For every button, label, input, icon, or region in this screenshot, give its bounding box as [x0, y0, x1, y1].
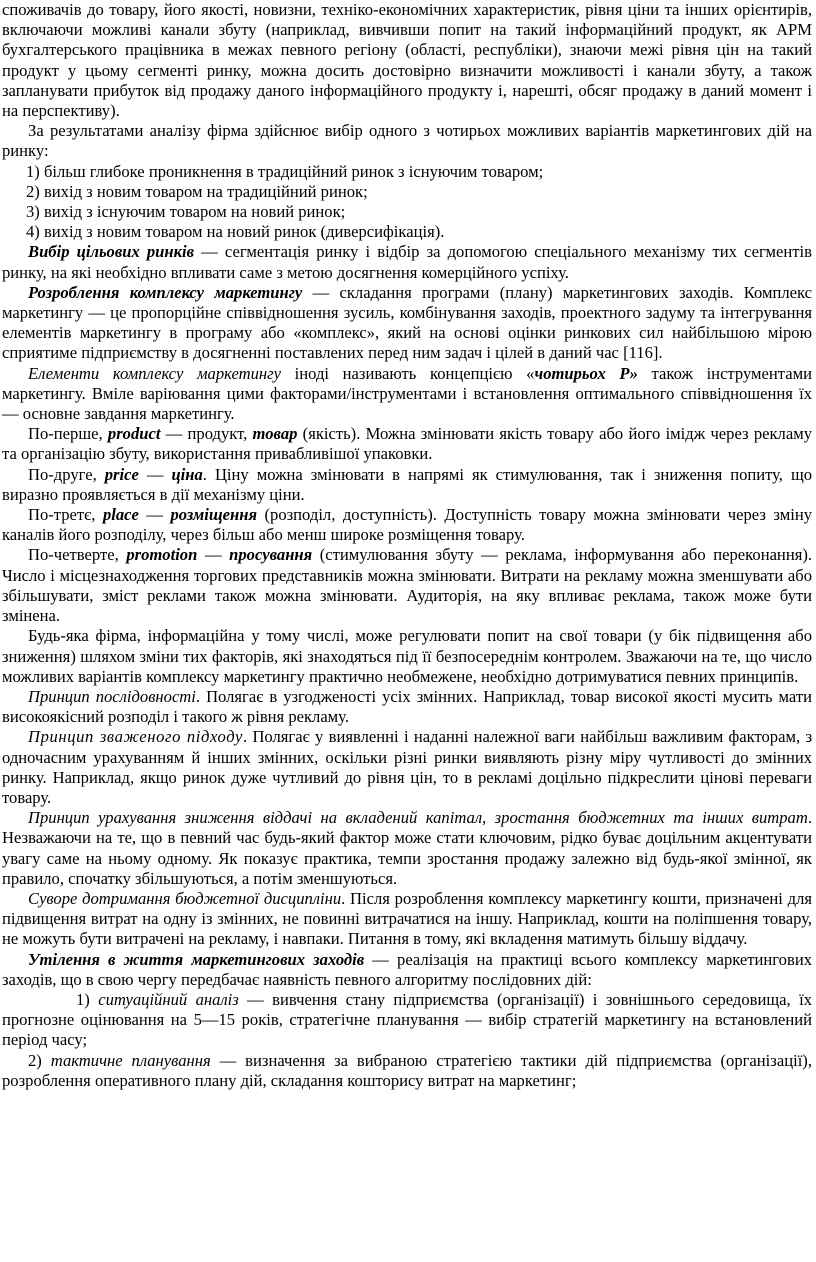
- lead-product: По-перше,: [28, 424, 108, 444]
- text-place: (розподіл, доступність). Доступність товару можна змінювати через зміну каналів його розподілу, через більш або менш широке розміщення товару.: [2, 505, 813, 545]
- text-situational-analysis: — вивчення стану підприємства (організації) і зовнішнього середовища, їх прогнозне оцінювання на 5—15 років, стратегічне планування — вибір стратегій маркетингу на встановлений період часу;: [2, 989, 812, 1050]
- definition-marketing-complex: — складання програми (плану) маркетингових заходів. Комплекс маркетингу — це пропорційне співвідношення зусиль, комбінування заходів, проектного задуму та інтегрування елементів маркетингу в програму або «комплекс», який на основі оцінки ринкових сил найбільшою мірою сприятиме підприємству в досягненні поставлених перед ним задач і цілей в даний час [116].: [2, 282, 812, 363]
- term-price-uk: ціна: [171, 464, 203, 484]
- paragraph-any-firm: Будь-яка фірма, інформаційна у тому числі, може регулювати попит на свої товари (у бік підвищення або зниження) шляхом зміни тих факторів, які знаходяться під її безпосереднім контролем. Зважаючи на те, що число можливих варіантів комплексу маркетингу практично необмежене, необхідно дотримуватися певних принципів.: [2, 626, 812, 686]
- term-promotion-uk: просування: [229, 545, 313, 565]
- paragraph-complex-elements: [2, 364, 812, 425]
- list-item-step-1: [2, 990, 812, 1051]
- term-product-uk: товар: [252, 424, 298, 444]
- term-principle-budget: Суворе дотримання бюджетної дисципліни: [28, 888, 342, 908]
- separator-product: — продукт,: [160, 424, 253, 444]
- term-principle-consistency: Принцип послідовності: [28, 686, 196, 706]
- separator-promotion: —: [197, 545, 230, 565]
- text-implementation: — реалізація на практиці всього комплексу маркетингових заходів, що в свою чергу передбачає наявність певного алгоритму послідовних дій:: [2, 949, 812, 989]
- term-place-en: place: [102, 505, 139, 525]
- text-principle-budget: . Після розроблення комплексу маркетингу кошти, призначені для підвищення витрат на одну із змінних, не повинні витрачатися на іншу. Наприклад, кошти на поліпшення товару, не можуть бути витрачені на рекламу, і навпаки. Питання в тому, які вкладення матимуть більшу віддачу.: [2, 888, 812, 949]
- definition-target-markets: — сегментація ринку і відбір за допомогою спеціального механізму тих сегментів ринку, на які необхідно впливати саме з метою досягнення комерційного успіху.: [2, 242, 812, 282]
- paragraph-price: [2, 465, 812, 505]
- text-price: . Ціну можна змінювати в напрямі як стимулювання, так і зниження попиту, що виразно проявляється в дії механізму ціни.: [2, 464, 813, 504]
- paragraph-principle-balanced: [2, 727, 812, 808]
- list-item-option-3: 3) вихід з існуючим товаром на новий ринок;: [26, 202, 346, 222]
- step-1-number: 1): [76, 989, 99, 1009]
- term-principle-balanced: Принцип зваженого підходу: [28, 727, 243, 747]
- paragraph-place: [2, 505, 812, 545]
- paragraph-marketing-complex: [2, 283, 812, 364]
- paragraph-principle-returns: [2, 808, 812, 889]
- lead-place: По-третє,: [28, 505, 103, 525]
- term-tactical-planning: тактичне планування: [50, 1050, 211, 1070]
- text-complex-elements-a: іноді називають концепцією «: [281, 363, 535, 383]
- term-principle-returns: Принцип урахування зниження віддачі на вкладений капітал, зростання бюджетних та інших витрат: [28, 808, 808, 828]
- term-promotion-en: promotion: [126, 545, 198, 565]
- text-principle-consistency: . Полягає в узгодженості усіх змінних. Наприклад, товар високої якості мусить мати високоякісний розподіл і такого ж рівня рекламу.: [2, 686, 812, 727]
- paragraph-choice-intro: За результатами аналізу фірма здійснює вибір одного з чотирьох можливих варіантів маркетингових дій на ринку:: [2, 121, 812, 161]
- term-complex-elements: Елементи комплексу маркетингу: [28, 363, 281, 383]
- text-promotion: (стимулювання збуту — реклама, інформування або переконання). Число і місцезнаходження торгових представників можна змінювати. Витрати на рекламу можна зменшувати або збільшувати, зміст реклами також можна змінювати. Аудиторія, на яку впливає реклама, також може бути змінена.: [2, 545, 813, 626]
- list-item-option-2: 2) вихід з новим товаром на традиційний ринок;: [26, 181, 368, 201]
- lead-price: По-друге,: [28, 464, 105, 484]
- paragraph-implementation: [2, 950, 812, 990]
- paragraph-promotion: [2, 545, 812, 626]
- paragraph-principle-consistency: [2, 687, 812, 727]
- paragraph-principle-budget: [2, 889, 812, 950]
- paragraph-product: [2, 424, 812, 464]
- step-2-number: 2): [28, 1050, 51, 1070]
- separator-place: —: [138, 505, 171, 525]
- term-implementation: Утілення в життя маркетингових заходів: [28, 949, 365, 969]
- text-principle-returns: . Незважаючи на те, що в певний час будь-який фактор може стати ключовим, рідко буває доцільним акцентувати увагу саме на ньому одному. Як показує практика, темпи зростання продажу залежно від будь-якої змінної, як правило, спочатку збільшуються, а потім зменшуються.: [2, 808, 812, 888]
- term-situational-analysis: ситуаційний аналіз: [98, 989, 239, 1009]
- list-item-step-2: [2, 1051, 812, 1091]
- term-product-en: product: [107, 424, 161, 444]
- term-place-uk: розміщення: [170, 505, 258, 525]
- list-item-option-1: 1) більш глибоке проникнення в традиційний ринок з існуючим товаром;: [26, 161, 544, 181]
- paragraph-demand-analysis: споживачів до товару, його якості, новизни, техніко-економічних характеристик, рівня ціни та інших орієнтирів, включаючи можливі канали збуту (наприклад, вивчивши попит на такий інформаційний продукт, як АРМ бухгалтерського працівника в межах певного регіону (області, республіки), знаючи межі рівня цін на такий продукт у цьому сегменті ринку, можна досить достовірно визначити можливості і канали збуту, а також запланувати прибуток від продажу даного інформаційного продукту і, нарешті, обсяг продажу в даний момент і на перспективу).: [2, 0, 812, 121]
- lead-promotion: По-четверте,: [28, 545, 127, 565]
- term-four-p: чотирьох Р»: [534, 363, 638, 383]
- paragraph-target-markets: [2, 242, 812, 282]
- text-complex-elements-b: також інструментами маркетингу. Вміле варіювання цими факторами/інструментами і встановлення оптимального співвідношення їх — основне завдання маркетингу.: [2, 363, 812, 424]
- term-target-markets: Вибір цільових ринків: [28, 242, 195, 262]
- separator-price: —: [138, 464, 172, 484]
- text-tactical-planning: — визначення за вибраною стратегією тактики дій підприємства (організації), розроблення оперативного плану дій, складання кошторису витрат на маркетинг;: [2, 1050, 812, 1090]
- list-item-option-4: 4) вихід з новим товаром на новий ринок (диверсифікація).: [26, 222, 445, 242]
- text-principle-balanced: . Полягає у виявленні і наданні належної ваги найбільш важливим факторам, з одночасним урахуванням й інших змінних, оскільки різні ринки виявляють різну міру чутливості до змінних ринку. Наприклад, якщо ринок дуже чутливий до рівня цін, то в рекламі доцільно підкреслити цінові переваги товару.: [2, 727, 812, 807]
- term-price-en: price: [104, 464, 139, 484]
- text-product: (якість). Можна змінювати якість товару або його імідж через рекламу та організацію збуту, використання привабливішої упаковки.: [2, 424, 812, 464]
- term-marketing-complex: Розроблення комплексу маркетингу: [28, 282, 303, 302]
